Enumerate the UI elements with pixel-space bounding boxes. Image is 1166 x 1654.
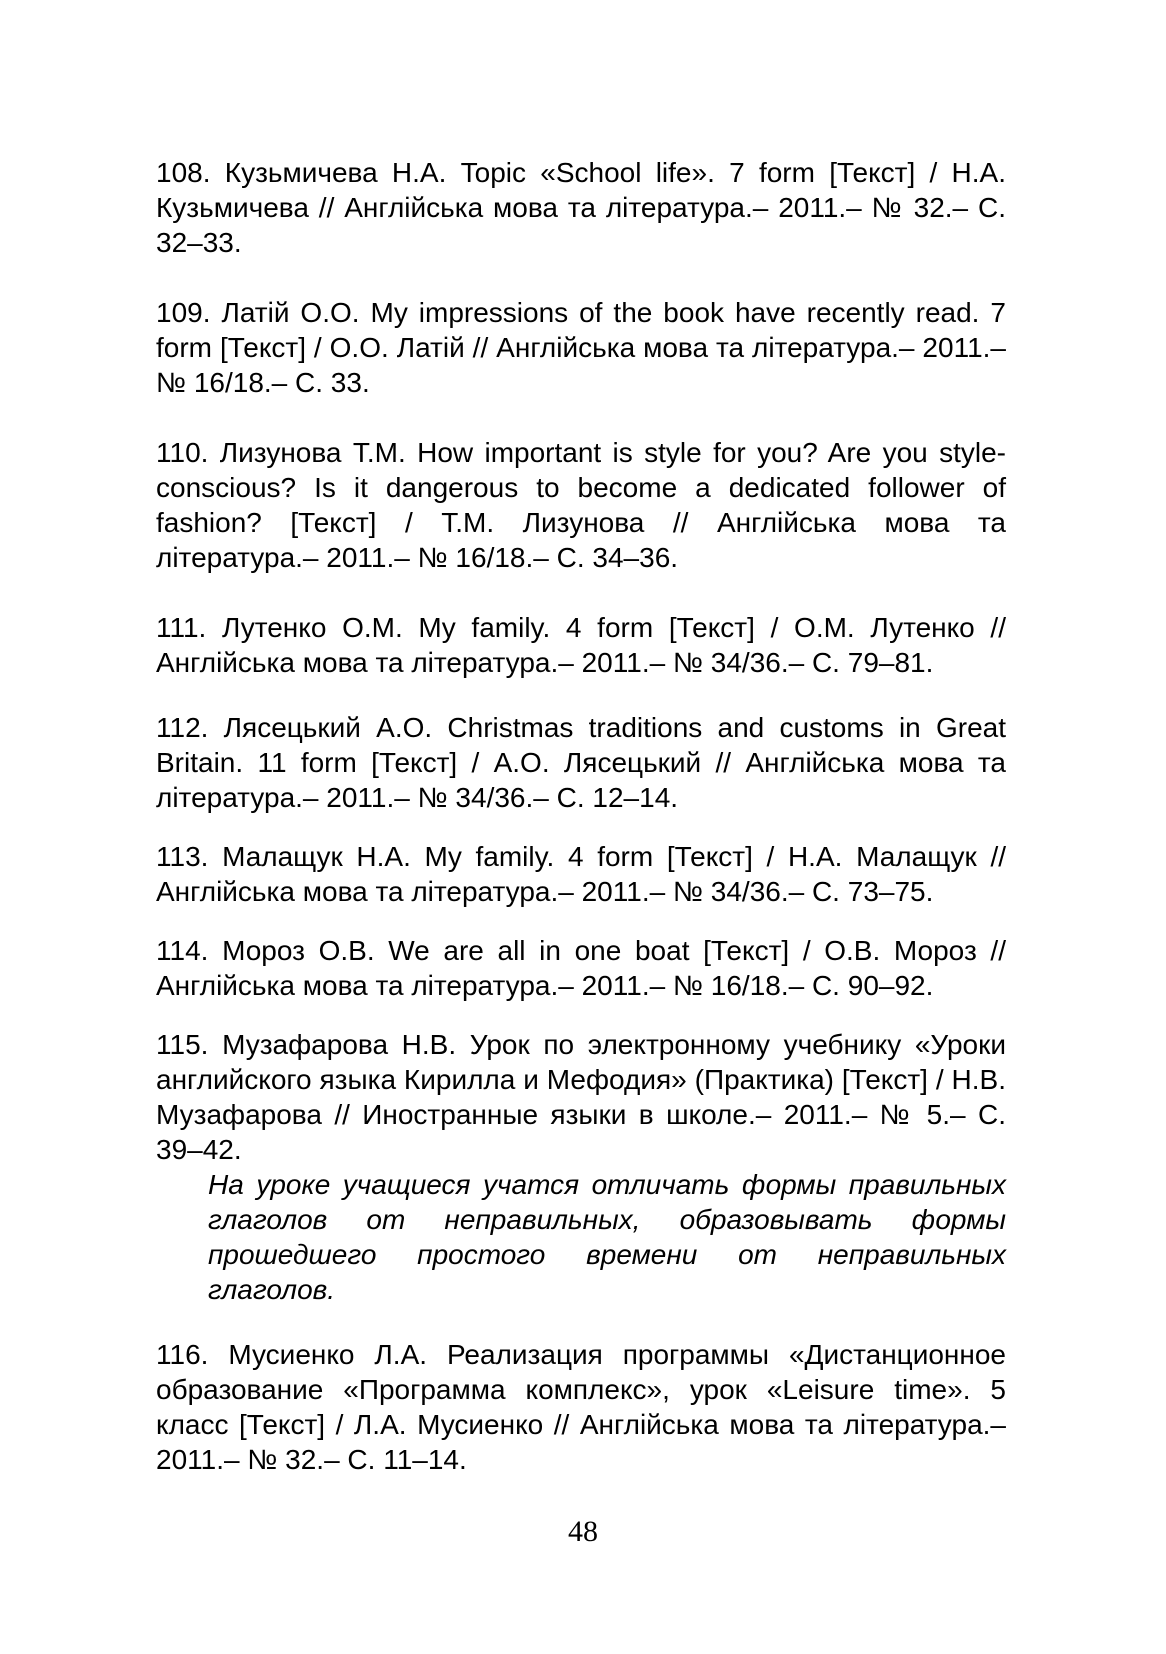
bibliography-entry-109: 109. Латій О.О. My impressions of the book have recently read. 7 form [Текст] / О.О. Латій // Англійська мова та література.– 2011.– № 16/18.– С. 33. xyxy=(156,297,1006,398)
bibliography-entry-110: 110. Лизунова Т.М. How important is style for you? Are you style-conscious? Is it dangerous to become a dedicated follower of fashion? [Текст] / Т.М. Лизунова // Англійська мова та література.– 2011.– № 16/18.– С. 34–36. xyxy=(156,437,1006,573)
bibliography-list xyxy=(156,155,1006,1477)
page-number: 48 xyxy=(568,1515,598,1548)
bibliography-entry-114: 114. Мороз О.В. We are all in one boat [Текст] / О.В. Мороз // Англійська мова та література.– 2011.– № 16/18.– С. 90–92. xyxy=(156,935,1006,1001)
bibliography-entry-116: 116. Мусиенко Л.А. Реализация программы «Дистанционное образование «Программа комплекс», урок «Leisure time». 5 класс [Текст] / Л.А. Мусиенко // Англійська мова та література.– 2011.– № 32.– С. 11–14. xyxy=(156,1339,1006,1475)
bibliography-entry-108: 108. Кузьмичева Н.А. Topic «School life». 7 form [Текст] / Н.А. Кузьмичева // Англійська мова та література.– 2011.– № 32.– С. 32–33. xyxy=(156,157,1006,258)
bibliography-entry-113: 113. Малащук Н.А. My family. 4 form [Текст] / Н.А. Малащук // Англійська мова та література.– 2011.– № 34/36.– С. 73–75. xyxy=(156,841,1006,907)
bibliography-entry-112: 112. Лясецький А.О. Christmas traditions and customs in Great Britain. 11 form [Текст] / А.О. Лясецький // Англійська мова та література.– 2011.– № 34/36.– С. 12–14. xyxy=(156,712,1006,813)
bibliography-entry-111: 111. Лутенко О.М. My family. 4 form [Текст] / О.М. Лутенко // Англійська мова та література.– 2011.– № 34/36.– С. 79–81. xyxy=(156,612,1006,678)
entry-115-annotation: На уроке учащиеся учатся отличать формы правильных глаголов от неправильных, образовывать формы прошедшего простого времени от неправильных глаголов. xyxy=(208,1169,1006,1305)
bibliography-entry-115: 115. Музафарова Н.В. Урок по электронному учебнику «Уроки английского языка Кирилла и Мефодия» (Практика) [Текст] / Н.В. Музафарова // Иностранные языки в школе.– 2011.– № 5.– С. 39–42. xyxy=(156,1029,1006,1165)
